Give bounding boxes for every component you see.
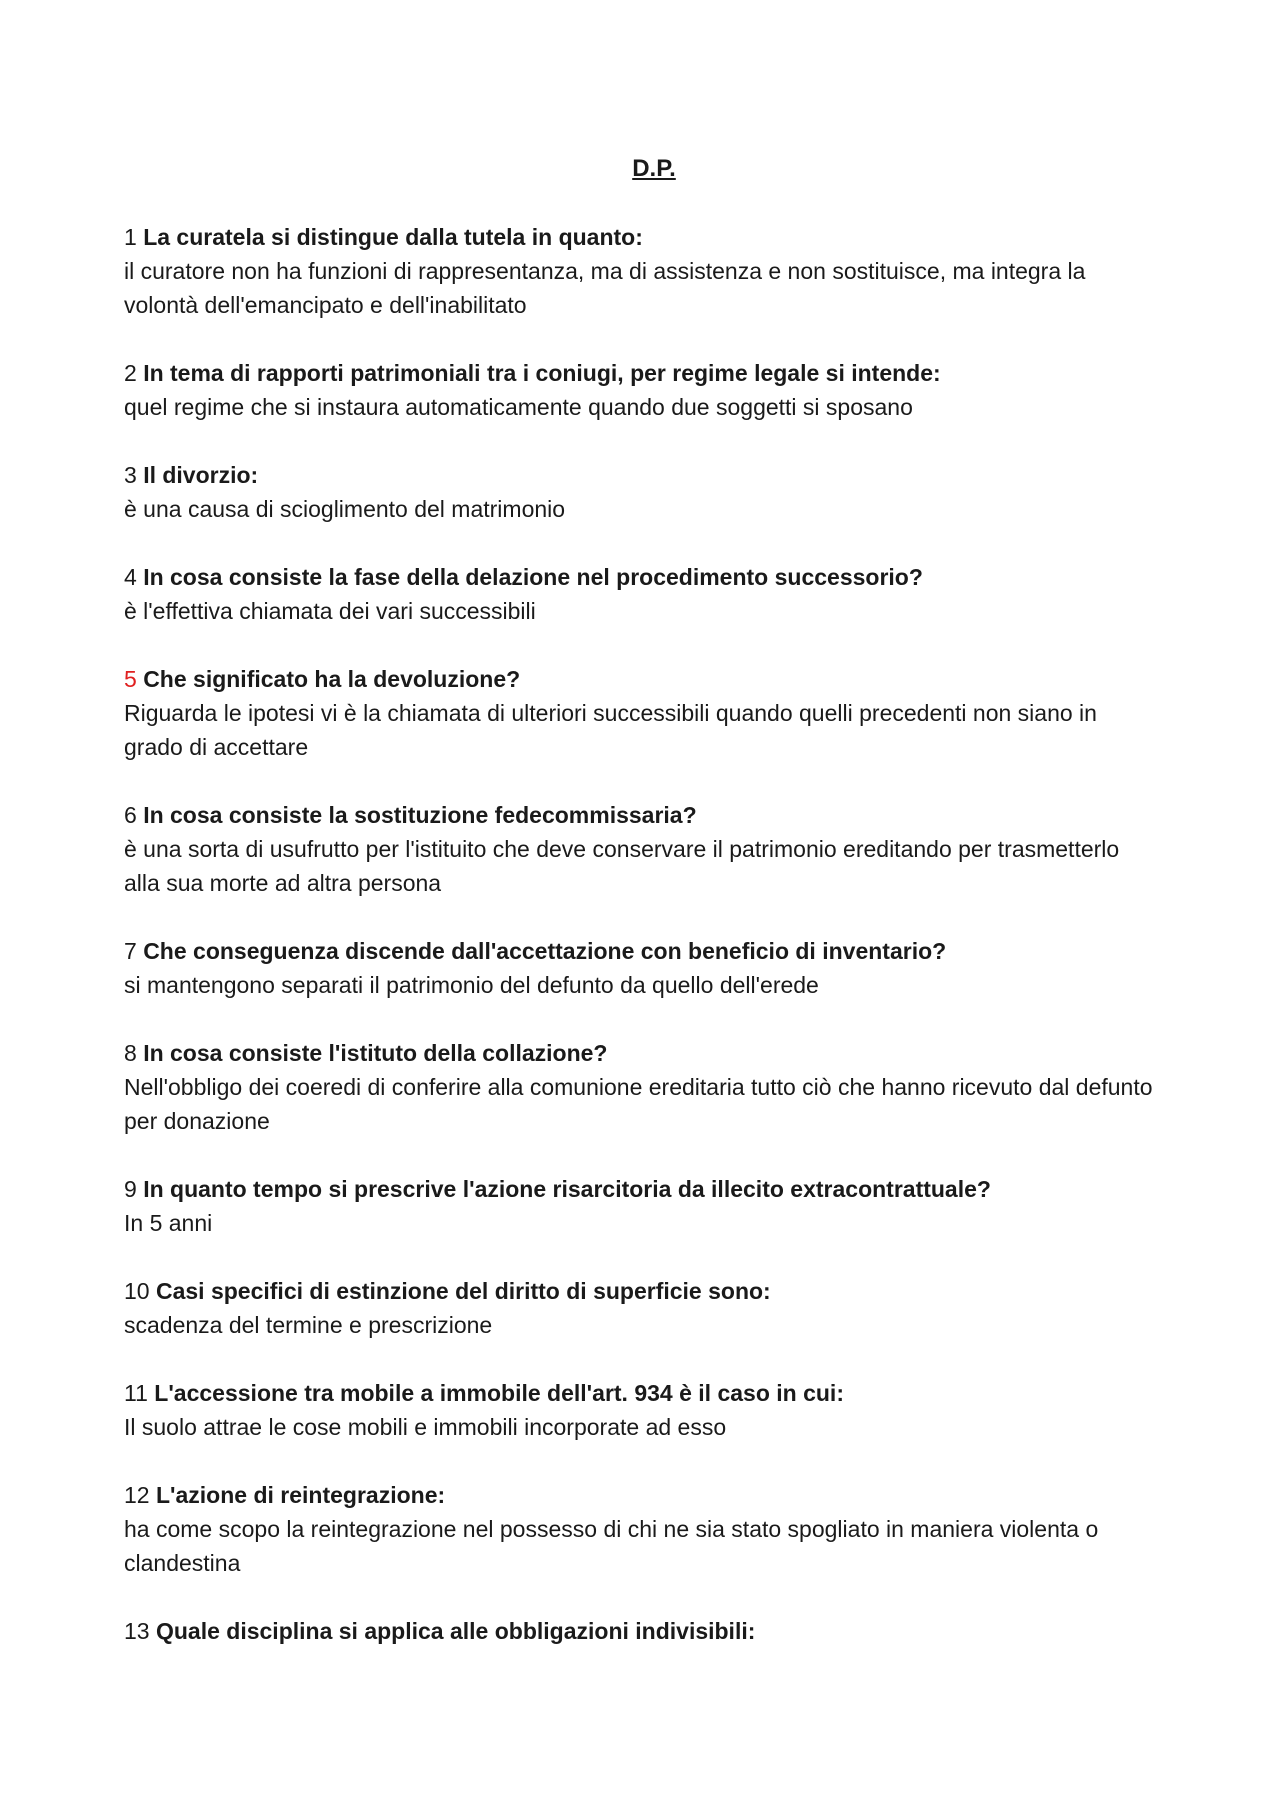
question-text: In cosa consiste la fase della delazione nel procedimento successorio?: [143, 564, 923, 590]
question-number: 10: [124, 1278, 150, 1304]
qa-item-4: [124, 560, 1184, 628]
question-number: 12: [124, 1482, 150, 1508]
question-text: Il divorzio:: [143, 462, 259, 488]
qa-item-2: [124, 356, 1184, 424]
question-text: In cosa consiste l'istituto della collazione?: [143, 1040, 608, 1066]
qa-item-11: [124, 1376, 1184, 1444]
question-number: 6: [124, 802, 137, 828]
question-number-highlighted: 5: [124, 666, 137, 692]
question-line: [124, 458, 1184, 492]
question-text: Casi specifici di estinzione del diritto di superficie sono:: [155, 1278, 771, 1304]
answer-text: Nell'obbligo dei coeredi di conferire alla comunione ereditaria tutto ciò che hanno ricevuto dal defunto per donazione: [124, 1074, 1153, 1134]
answer-text: Il suolo attrae le cose mobili e immobili incorporate ad esso: [124, 1414, 727, 1440]
question-line: [124, 1036, 1184, 1070]
question-line: [124, 1478, 1184, 1512]
question-text: La curatela si distingue dalla tutela in quanto:: [143, 224, 643, 250]
answer-text: è una sorta di usufrutto per l'istituito che deve conservare il patrimonio ereditando per trasmetterlo alla sua morte ad altra persona: [124, 836, 1120, 896]
qa-item-9: [124, 1172, 1184, 1240]
qa-item-10: [124, 1274, 1184, 1342]
qa-item-6: [124, 798, 1184, 900]
answer-text: scadenza del termine e prescrizione: [124, 1312, 493, 1338]
qa-item-13: [124, 1614, 1184, 1648]
question-number: 3: [124, 462, 137, 488]
question-line: [124, 1614, 1184, 1648]
question-line: [124, 560, 1184, 594]
question-text: L'azione di reintegrazione:: [155, 1482, 446, 1508]
question-number: 1: [124, 224, 137, 250]
qa-item-5: [124, 662, 1184, 764]
answer-text: è l'effettiva chiamata dei vari successibili: [124, 598, 536, 624]
question-text: In cosa consiste la sostituzione fedecommissaria?: [143, 802, 697, 828]
qa-item-3: [124, 458, 1184, 526]
answer-text: In 5 anni: [124, 1210, 213, 1236]
question-number: 8: [124, 1040, 137, 1066]
question-text: In quanto tempo si prescrive l'azione risarcitoria da illecito extracontrattuale?: [143, 1176, 991, 1202]
question-text: L'accessione tra mobile a immobile dell'art. 934 è il caso in cui:: [154, 1380, 844, 1406]
question-number: 9: [124, 1176, 137, 1202]
question-line: [124, 1172, 1184, 1206]
question-text: Quale disciplina si applica alle obbligazioni indivisibili:: [155, 1618, 756, 1644]
answer-text: ha come scopo la reintegrazione nel possesso di chi ne sia stato spogliato in maniera violenta o clandestina: [124, 1516, 1099, 1576]
qa-item-8: [124, 1036, 1184, 1138]
answer-text: si mantengono separati il patrimonio del defunto da quello dell'erede: [124, 972, 819, 998]
qa-item-1: [124, 220, 1184, 322]
question-line: [124, 220, 1184, 254]
question-text: In tema di rapporti patrimoniali tra i coniugi, per regime legale si intende:: [143, 360, 941, 386]
question-line: [124, 1274, 1184, 1308]
question-line: [124, 356, 1184, 390]
question-line: [124, 1376, 1184, 1410]
qa-item-7: [124, 934, 1184, 1002]
question-number: 2: [124, 360, 137, 386]
document-page: [124, 154, 1184, 1682]
qa-item-12: [124, 1478, 1184, 1580]
question-number: 4: [124, 564, 137, 590]
question-line: [124, 662, 1184, 696]
question-line: [124, 934, 1184, 968]
answer-text: quel regime che si instaura automaticamente quando due soggetti si sposano: [124, 394, 913, 420]
answer-text: è una causa di scioglimento del matrimonio: [124, 496, 566, 522]
question-text: Che conseguenza discende dall'accettazione con beneficio di inventario?: [143, 938, 947, 964]
answer-text: il curatore non ha funzioni di rappresentanza, ma di assistenza e non sostituisce, ma integra la volontà dell'emancipato e dell'inabilitato: [124, 258, 1086, 318]
answer-text: Riguarda le ipotesi vi è la chiamata di ulteriori successibili quando quelli precedenti non siano in grado di accettare: [124, 700, 1097, 760]
question-text: Che significato ha la devoluzione?: [143, 666, 521, 692]
question-number: 11: [124, 1380, 148, 1406]
question-number: 7: [124, 938, 137, 964]
question-number: 13: [124, 1618, 150, 1644]
question-line: [124, 798, 1184, 832]
document-title: D.P.: [632, 155, 676, 182]
